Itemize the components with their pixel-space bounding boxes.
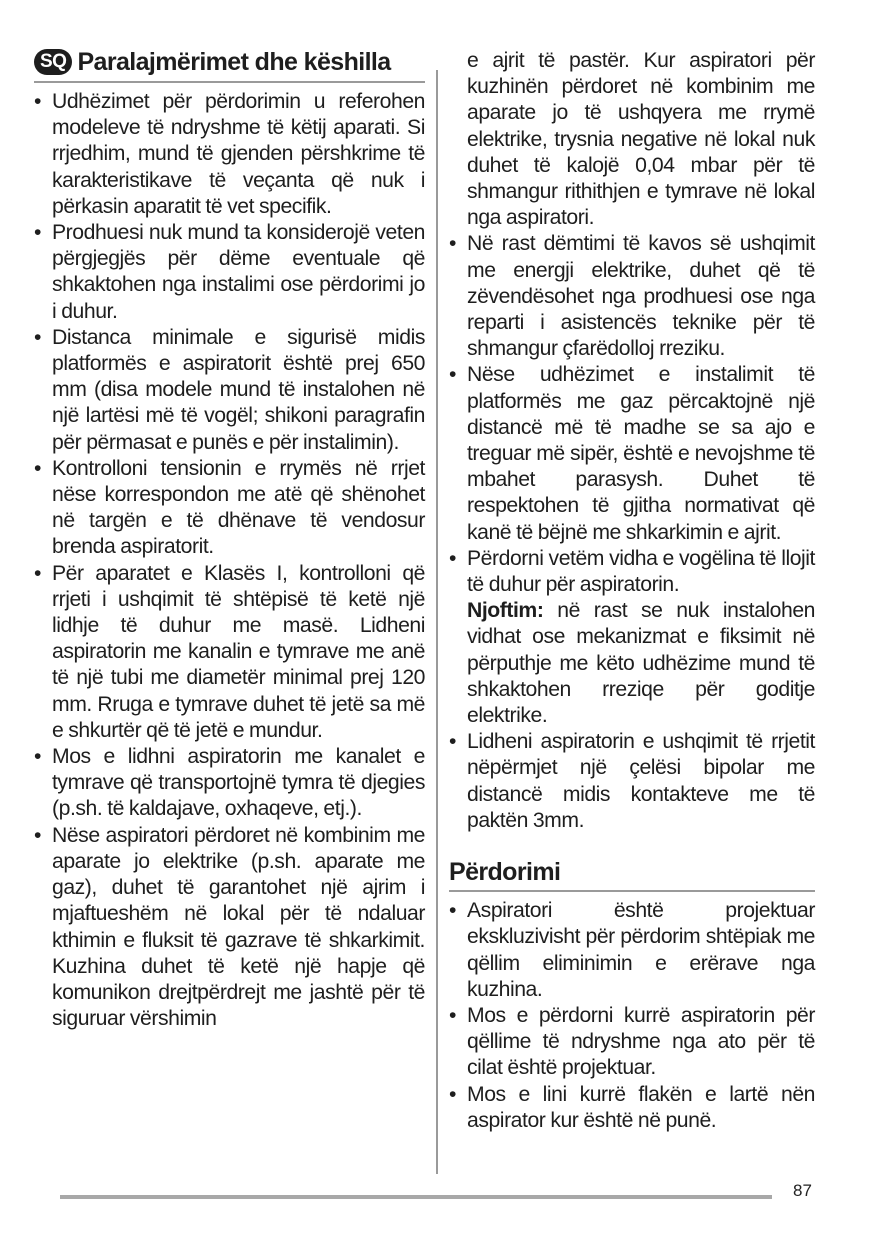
list-item: • Prodhuesi nuk mund ta konsiderojë veten përgjegjës për dëme eventuale që shkaktohen nga instalimi ose përdorimi jo i duhur. xyxy=(34,220,425,325)
page-number: 87 xyxy=(793,1181,812,1200)
list-item-continuation: e ajrit të pastër. Kur aspiratori për kuzhinën përdoret në kombinim me aparate jo të ushqyera me rrymë elektrike, trysnia negative në lokal nuk duhet të kalojë 0,04 mbar për të shmangur rithithjen e tymrave në lokal nga aspiratori. xyxy=(467,49,815,230)
footer-rule xyxy=(60,1195,772,1199)
list-item: • Distanca minimale e sigurisë midis platformës e aspiratorit është prej 650 mm (disa modele mund të instalohen në një lartësi më të vogël; shikoni paragrafin për përmasat e punës e për instalimin). xyxy=(34,325,425,456)
list-item-text: Përdorni vetëm vidha e vogëlina të llojit të duhur për aspiratorin. xyxy=(467,546,815,597)
list-item: • Mos e lini kurrë flakën e lartë nën aspirator kur është në punë. xyxy=(449,1082,815,1134)
warnings-list-continued xyxy=(449,231,815,834)
language-badge: SQ xyxy=(34,49,72,75)
warnings-list xyxy=(34,89,425,1032)
section-title-warnings: Paralajmërimet dhe këshilla xyxy=(77,48,391,76)
column-divider xyxy=(436,70,438,1174)
note-text: në rast se nuk instalohen vidhat ose mekanizmat e fiksimit në përputhje me këto udhëzime mund të shkaktohen rreziqe për goditje elektrike. xyxy=(467,599,815,728)
left-column xyxy=(34,46,425,1032)
list-item: • Në rast dëmtimi të kavos së ushqimit me energji elektrike, duhet që të zëvendësohet nga prodhuesi ose nga reparti i asistencës teknike për të shmangur çfarëdolloj rreziku. xyxy=(449,231,815,362)
list-item: • Udhëzimet për përdorimin u referohen modeleve të ndryshme të këtij aparati. Si rrjedhim, mund të gjenden përshkrime të karakteristikave të veçanta që nuk i përkasin aparatit të vet specifik. xyxy=(34,89,425,220)
list-item: • Mos e lidhni aspiratorin me kanalet e tymrave që transportojnë tymra të djegies (p.sh. të kaldajave, oxhaqeve, etj.). xyxy=(34,744,425,823)
right-column xyxy=(449,48,815,1134)
section-heading-usage xyxy=(449,856,815,892)
list-item: • Kontrolloni tensionin e rrymës në rrjet nëse korrespondon me atë që shënohet në targën e të dhënave të vendosur brenda aspiratorit. xyxy=(34,456,425,561)
list-item: • Mos e përdorni kurrë aspiratorin për qëllime të ndryshme nga ato për të cilat është projektuar. xyxy=(449,1003,815,1082)
list-item: • Aspiratori është projektuar ekskluzivisht për përdorim shtëpiak me qëllim eliminimin e erërave nga kuzhina. xyxy=(449,898,815,1003)
list-item: • Nëse aspiratori përdoret në kombinim me aparate jo elektrike (p.sh. aparate me gaz), duhet të garantohet një ajrim i mjaftueshëm në lokal për të ndaluar kthimin e fluksit të gazrave të shkarkimit. Kuzhina duhet të ketë një hapje që komunikon drejtpërdrejt me jashtë për të siguruar vërshimin xyxy=(34,823,425,1033)
list-item: • Nëse udhëzimet e instalimit të platformës me gaz përcaktojnë një distancë më të madhe se sa ajo e treguar më sipër, është e nevojshme të mbahet parasysh. Duhet të respektohen të gjitha normativat që kanë të bëjnë me shkarkimin e ajrit. xyxy=(449,362,815,545)
list-item: • Lidheni aspiratorin e ushqimit të rrjetit nëpërmjet një çelësi bipolar me distancë midis kontakteve me të paktën 3mm. xyxy=(449,729,815,834)
section-title-usage: Përdorimi xyxy=(449,858,561,887)
list-item: • Për aparatet e Klasës I, kontrolloni që rrjeti i ushqimit të shtëpisë të ketë një lidhje të duhur me masë. Lidheni aspiratorin me kanalin e tymrave me anë të një tubi me diametër minimal prej 120 mm. Rruga e tymrave duhet të jetë sa më e shkurtër që të jetë e mundur. xyxy=(34,561,425,744)
note xyxy=(467,598,815,729)
note-label: Njoftim: xyxy=(467,599,544,623)
usage-list xyxy=(449,898,815,1134)
section-heading-warnings xyxy=(34,46,425,83)
list-item xyxy=(449,546,815,729)
